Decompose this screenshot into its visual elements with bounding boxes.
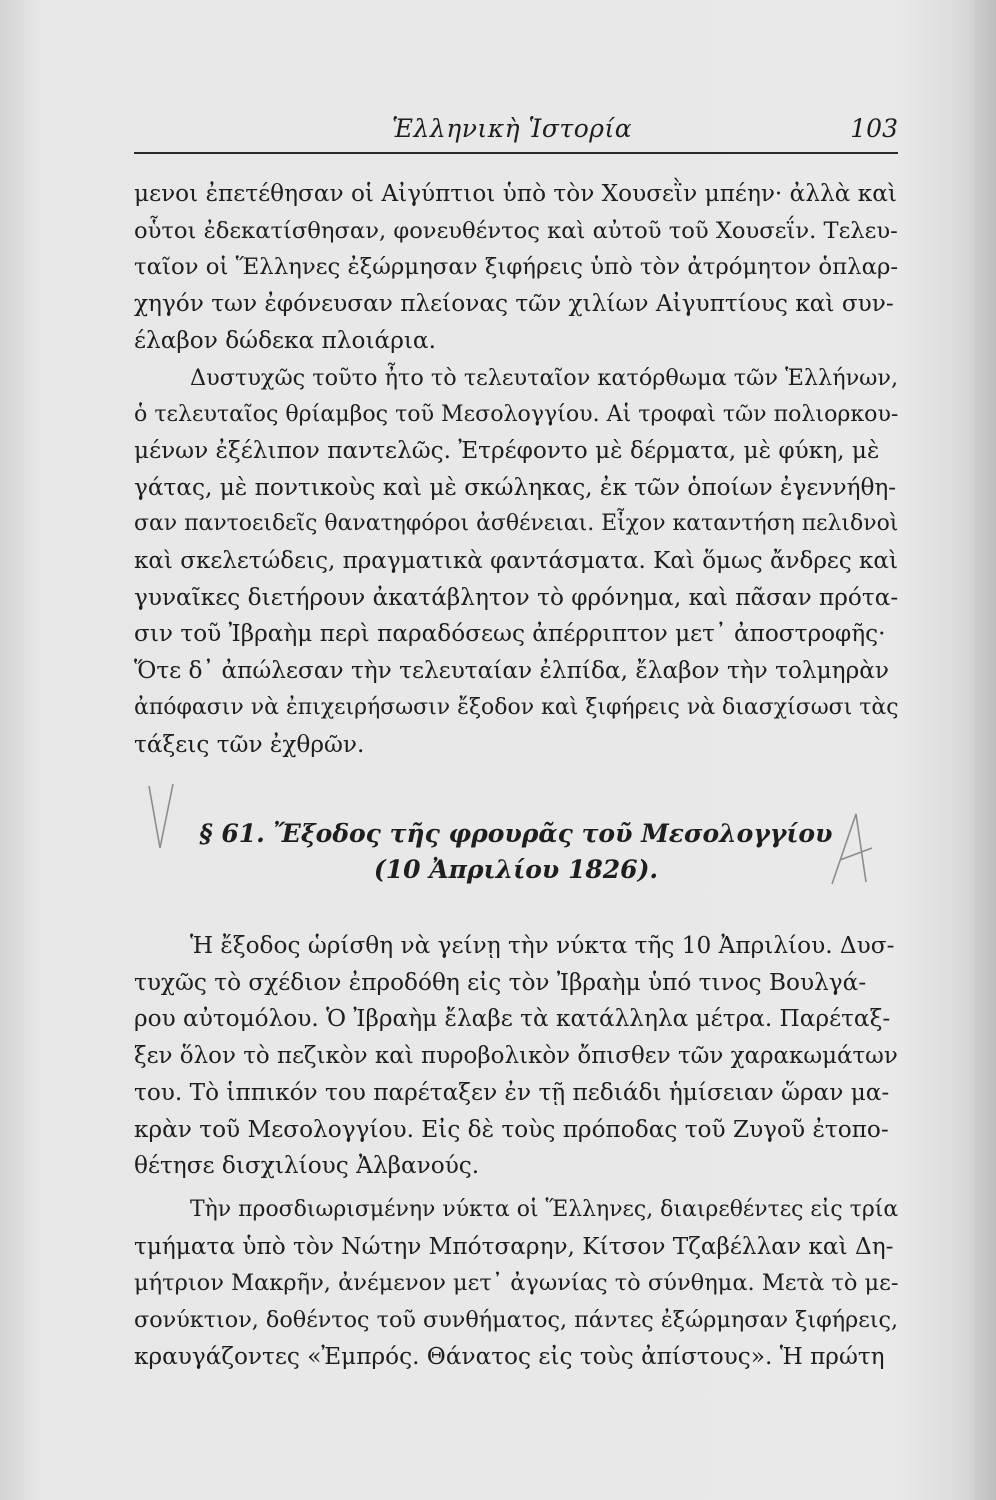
text-line: τάξεις τῶν ἐχθρῶν. — [134, 730, 365, 758]
text-line: κρὰν τοῦ Μεσολογγίου. Εἰς δὲ τοὺς πρόποδας τοῦ Ζυγοῦ ἐτοπο- — [134, 1115, 889, 1143]
text-line: ἀπόφασιν νὰ ἐπιχειρήσωσιν ἔξοδον καὶ ξιφήρεις νὰ διασχίσωσι τὰς — [134, 694, 899, 720]
text-line: γάτας, μὲ ποντικοὺς καὶ μὲ σκώληκας, ἐκ τῶν ὁποίων ἐγεννήθη- — [134, 473, 897, 501]
text-line: τμήματα ὑπὸ τὸν Νώτην Μπότσαρην, Κίτσον Τζαβέλλαν καὶ Δη- — [134, 1232, 894, 1260]
text-line: Τὴν προσδιωρισμένην νύκτα οἱ Ἕλληνες, διαιρεθέντες εἰς τρία — [190, 1196, 899, 1222]
text-line: χηγόν των ἐφόνευσαν πλείονας τῶν χιλίων Αἰγυπτίους καὶ συν- — [134, 290, 894, 318]
text-line: μήτριον Μακρῆν, ἀνέμενον μετ᾽ ἀγωνίας τὸ σύνθημα. Μετὰ τὸ με- — [134, 1270, 899, 1297]
text-line: σιν τοῦ Ἰβραὴμ περὶ παραδόσεως ἀπέρριπτον μετ᾽ ἀποστροφῆς· — [134, 620, 886, 648]
text-line: μένων ἐξέλιπον παντελῶς. Ἐτρέφοντο μὲ δέρματα, μὲ φύκη, μὲ — [134, 436, 880, 464]
text-line: του. Τὸ ἱππικόν του παρέταξεν ἐν τῇ πεδιάδι ἡμίσειαν ὥραν μα- — [134, 1078, 890, 1106]
running-title: Ἑλληνικὴ Ἱστορία — [392, 114, 633, 143]
page-edge — [974, 0, 996, 1500]
body-text-upper — [134, 176, 898, 763]
text-line: κραυγάζοντες «Ἐμπρός. Θάνατος εἰς τοὺς ἀπίστους». Ἡ πρώτη — [134, 1342, 885, 1370]
paragraph-3 — [134, 928, 898, 1185]
text-line: θέτησε δισχιλίους Ἀλβανούς. — [134, 1152, 480, 1180]
section-heading — [134, 816, 898, 888]
section-title: § 61. Ἔξοδος τῆς φρουρᾶς τοῦ Μεσολογγίου — [199, 819, 833, 848]
page-header — [134, 108, 898, 154]
text-line: οὗτοι ἐδεκατίσθησαν, φονευθέντος καὶ αὐτοῦ τοῦ Χουσεΐν. Τελευ- — [134, 217, 898, 244]
text-line: έλαβον δώδεκα πλοιάρια. — [134, 326, 436, 354]
text-line: τυχῶς τὸ σχέδιον ἐπροδόθη εἰς τὸν Ἰβραὴμ ὑπό τινος Βουλγά- — [134, 968, 867, 996]
pencil-letter-mark — [826, 808, 880, 888]
text-line: καὶ σκελετώδεις, πραγματικὰ φαντάσματα. Καὶ ὅμως ἄνδρες καὶ — [134, 548, 898, 575]
text-line: σονύκτιον, δοθέντος τοῦ συνθήματος, πάντες ἐξώρμησαν ξιφήρεις, — [134, 1307, 899, 1334]
text-line: Ὅτε δ᾽ ἀπώλεσαν τὴν τελευταίαν ἐλπίδα, ἔλαβον τὴν τολμηρὰν — [134, 657, 889, 685]
body-text-lower — [134, 928, 898, 1375]
text-line: ταῖον οἱ Ἕλληνες ἐξώρμησαν ξιφήρεις ὑπὸ τὸν ἀτρόμητον ὁπλαρ- — [134, 254, 899, 281]
text-line: γυναῖκες διετήρουν ἀκατάβλητον τὸ φρόνημα, καὶ πᾶσαν πρότα- — [134, 583, 899, 611]
text-line: σαν παντοειδεῖς θανατηφόροι ἀσθένειαι. Εἶχον καταντήση πελιδνοὶ — [134, 511, 899, 537]
paragraph-2 — [134, 360, 898, 764]
text-line: Ἡ ἔξοδος ὡρίσθη νὰ γείνῃ τὴν νύκτα τῆς 10 Ἀπριλίου. Δυσ- — [190, 932, 895, 959]
paragraph-4 — [134, 1192, 898, 1376]
text-line: ρου αὐτομόλου. Ὁ Ἰβραὴμ ἔλαβε τὰ κατάλληλα μέτρα. Παρέταξ- — [134, 1005, 891, 1033]
text-line: ὁ τελευταῖος θρίαμβος τοῦ Μεσολογγίου. Αἱ τροφαὶ τῶν πολιορκου- — [134, 401, 899, 428]
page-number: 103 — [850, 114, 898, 143]
text-line: Δυστυχῶς τοῦτο ἦτο τὸ τελευταῖον κατόρθωμα τῶν Ἑλλήνων, — [190, 364, 899, 391]
section-date: (10 Ἀπριλίου 1826). — [373, 855, 659, 884]
text-line: μενοι ἐπετέθησαν οἱ Αἰγύπτιοι ὑπὸ τὸν Χουσεῒν μπέην· ἀλλὰ καὶ — [134, 180, 897, 207]
paragraph-1 — [134, 176, 898, 360]
text-line: ξεν ὅλον τὸ πεζικὸν καὶ πυροβολικὸν ὄπισθεν τῶν χαρακωμάτων — [134, 1043, 898, 1070]
